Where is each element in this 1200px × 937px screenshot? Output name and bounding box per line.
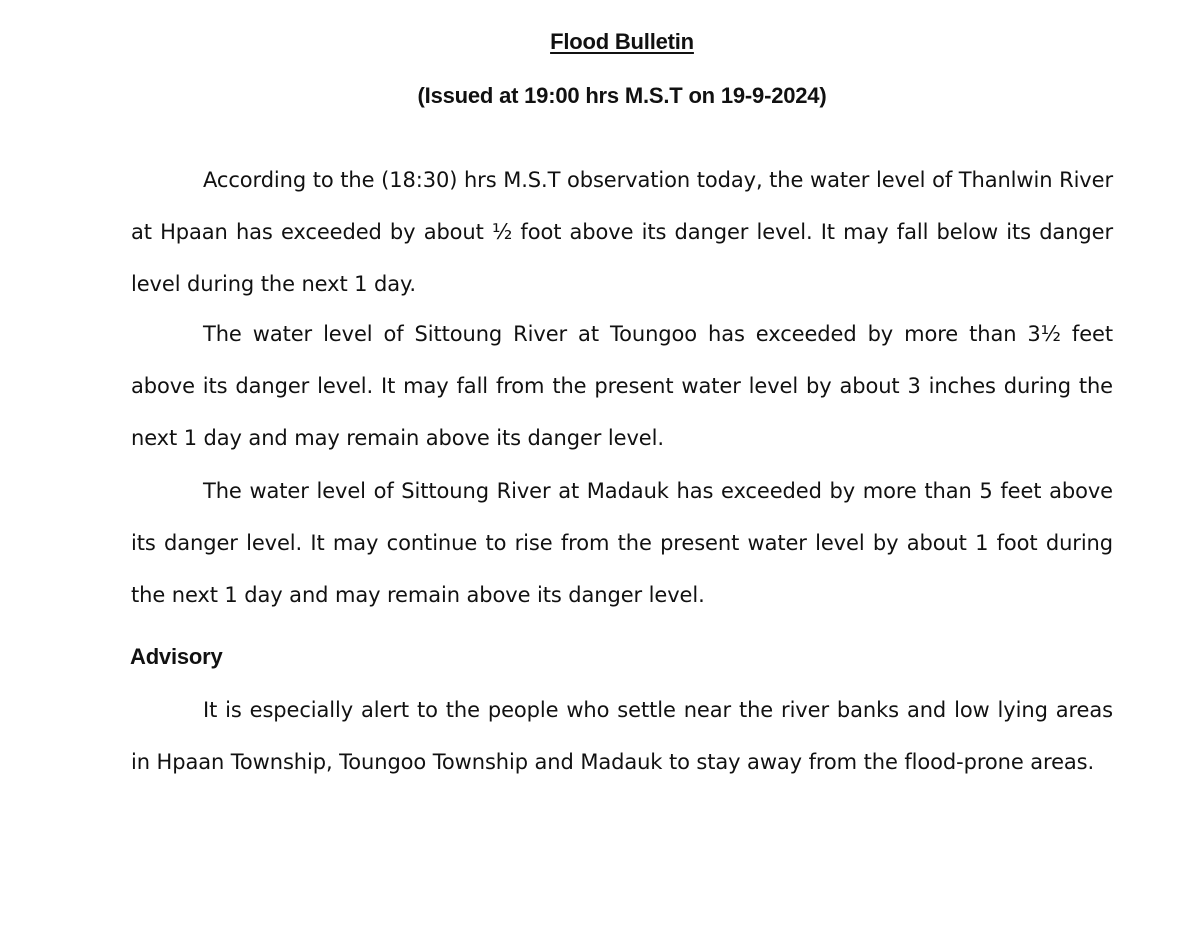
- bulletin-title: Flood Bulletin: [550, 29, 694, 54]
- sittoung-toungoo-paragraph: The water level of Sittoung River at Toungoo has exceeded by more than 3½ feet above its danger level. It may fall from the present water level by about 3 inches during the next 1 day and may remain above its danger level.: [131, 322, 1113, 450]
- advisory-heading: Advisory: [130, 644, 223, 669]
- sittoung-madauk-paragraph: The water level of Sittoung River at Madauk has exceeded by more than 5 feet above its danger level. It may continue to rise from the present water level by about 1 foot during the next 1 day and may remain above its danger level.: [131, 479, 1113, 607]
- issued-time: (Issued at 19:00 hrs M.S.T on 19-9-2024): [417, 83, 827, 108]
- thanlwin-hpaan-paragraph: According to the (18:30) hrs M.S.T observation today, the water level of Thanlwin River at Hpaan has exceeded by about ½ foot above its danger level. It may fall below its danger level during the next 1 day.: [131, 168, 1113, 296]
- advisory-paragraph: It is especially alert to the people who settle near the river banks and low lying areas in Hpaan Township, Toungoo Township and Madauk to stay away from the flood-prone areas.: [131, 698, 1113, 774]
